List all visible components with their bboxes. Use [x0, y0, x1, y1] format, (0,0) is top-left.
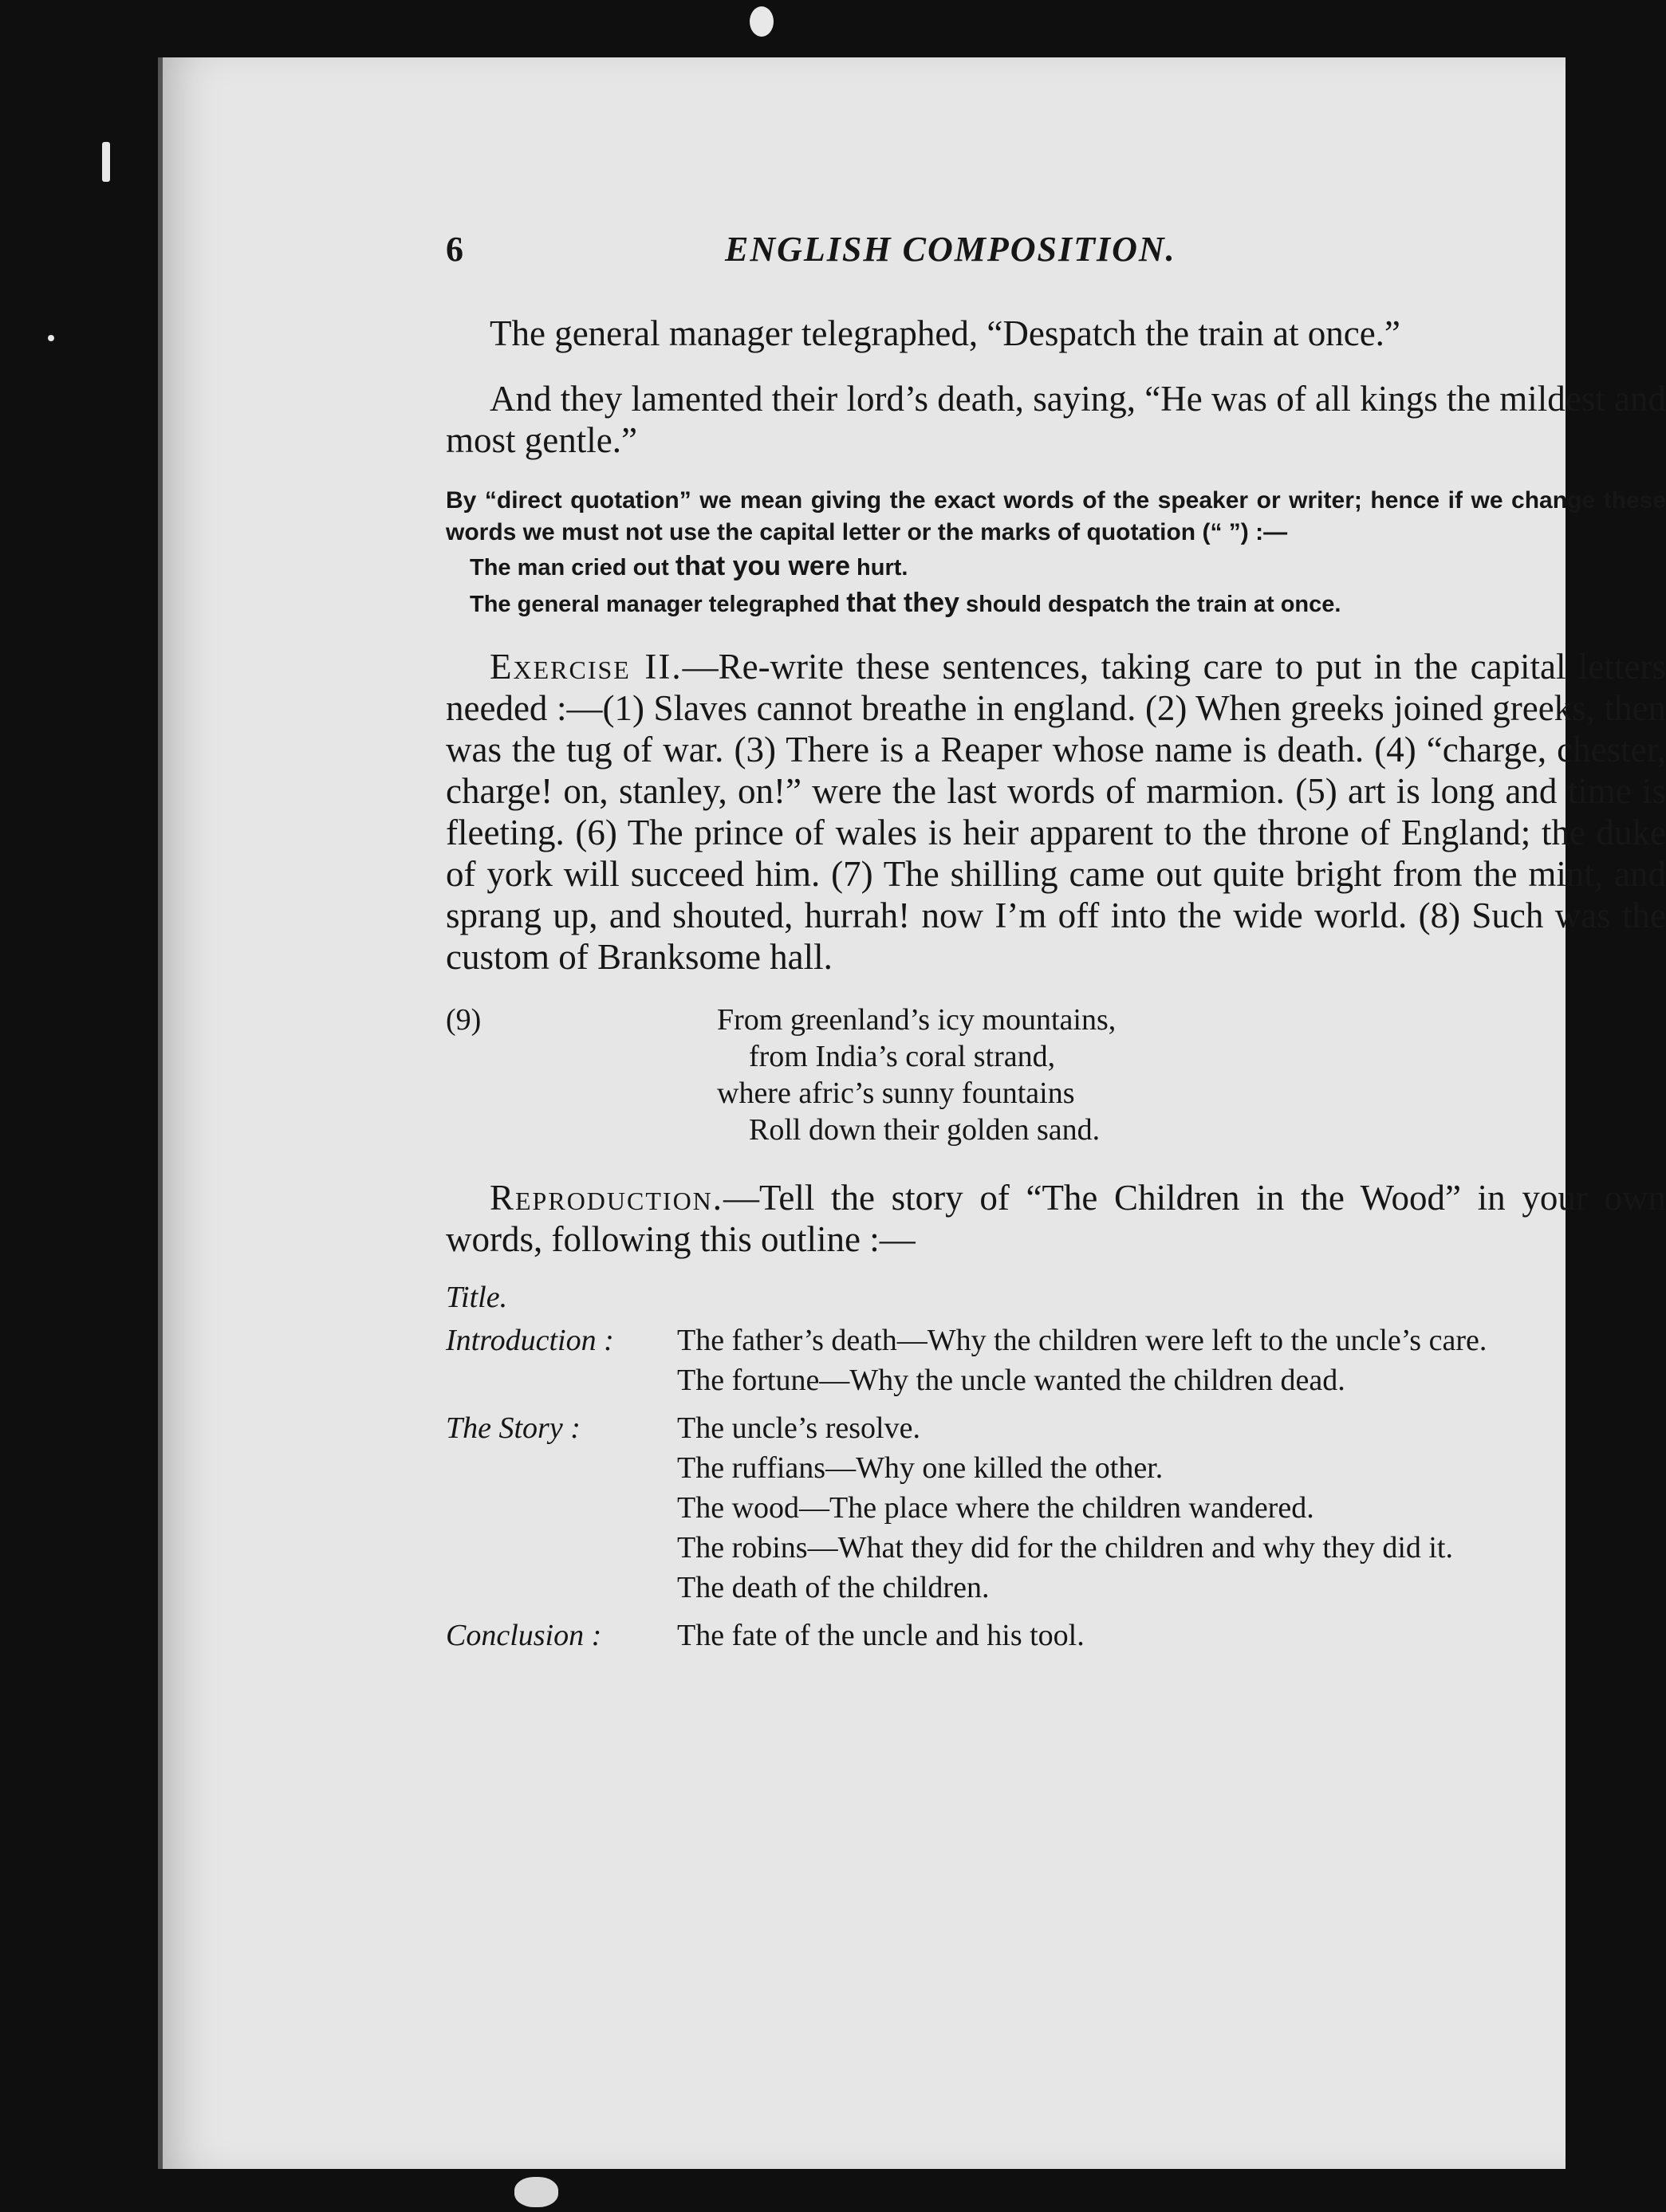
poem-block: [446, 1002, 1666, 1153]
exercise-label: Exercise II.: [490, 647, 683, 687]
poem-line: From greenland’s icy mountains,: [717, 1003, 1117, 1037]
outline-conclusion-label: Conclusion :: [446, 1619, 602, 1652]
indirect-example-2: [446, 585, 1666, 622]
outline-item: The uncle’s resolve.: [677, 1411, 920, 1445]
page-header: [446, 229, 1666, 277]
example-2-pre: The general manager telegraphed: [470, 592, 847, 617]
outline-title-row: [446, 1280, 1666, 1315]
running-title: ENGLISH COMPOSITION.: [725, 230, 1176, 269]
exercise-text: —Re-write these sentences, taking care to put in the capital letters needed :—(1) Slaves cannot breathe in england. (2) When greeks joined greeks, then was the tug of war. (3) There is a Reaper whose name is death. (4) “charge, chester, charge! on, stanley, on!” were the last words of marmion. (5) art is long and time is fleeting. (6) The prince of wales is heir apparent to the throne of England; the duke of york will succeed him. (7) The shilling came out quite bright from the mint, and sprang up, and shouted, hurrah! now I’m off into the wide world. (8) Such was the custom of Branksome hall.: [446, 647, 1666, 977]
outline-introduction-row: [446, 1323, 1666, 1403]
body-text: [446, 313, 1666, 1658]
scan-speck: [102, 142, 110, 182]
outline-title-label: Title.: [446, 1281, 508, 1314]
outline-conclusion-row: [446, 1618, 1666, 1658]
example-2-post: should despatch the train at once.: [959, 592, 1341, 617]
outline-item: The wood—The place where the children wandered.: [677, 1491, 1314, 1525]
page-number: 6: [446, 230, 463, 269]
story-outline: [446, 1280, 1666, 1658]
outline-item: The death of the children.: [677, 1571, 990, 1604]
scan-speck: [750, 6, 774, 37]
poem-line: where afric’s sunny fountains: [717, 1076, 1075, 1110]
exercise-paragraph: [446, 646, 1666, 978]
reproduction-text: —Tell the story of “The Children in the Wood” in your own words, following this outline :—: [446, 1178, 1666, 1259]
outline-story-label: The Story :: [446, 1411, 581, 1445]
example-1-post: hurt.: [850, 555, 908, 581]
outline-item: The ruffians—Why one killed the other.: [677, 1451, 1164, 1485]
outline-item: The fortune—Why the uncle wanted the children dead.: [677, 1364, 1345, 1397]
outline-item: The robins—What they did for the children and why they did it.: [677, 1531, 1453, 1565]
poem-number: (9): [446, 1003, 482, 1037]
outline-item: The fate of the uncle and his tool.: [677, 1619, 1085, 1652]
outline-story-row: [446, 1411, 1666, 1610]
outline-story-items: [677, 1411, 1666, 1610]
example-sentence-1: The general manager telegraphed, “Despatch the train at once.”: [490, 313, 1400, 353]
example-sentence-2: And they lamented their lord’s death, saying, “He was of all kings the mildest and most gentle.”: [446, 379, 1666, 460]
book-page: [158, 57, 1666, 2169]
outline-conclusion-items: [677, 1618, 1666, 1658]
poem-lines: [717, 1002, 1116, 1148]
poem-line: from India’s coral strand,: [749, 1040, 1056, 1073]
outline-introduction-label: Introduction :: [446, 1324, 614, 1357]
indirect-example-1: [446, 549, 1666, 585]
outline-introduction-items: [677, 1323, 1666, 1403]
scan-mark: [514, 2177, 558, 2207]
scan-speck: [48, 335, 54, 341]
example-1-pre: The man cried out: [470, 555, 675, 581]
poem-line: Roll down their golden sand.: [749, 1113, 1101, 1147]
reproduction-label: Reproduction.: [490, 1178, 724, 1218]
direct-quotation-note: By “direct quotation” we mean giving the exact words of the speaker or writer; hence if we change these words we must not use the capital letter or the marks of quotation (“ ”) :—: [446, 487, 1666, 545]
example-2-emphasis: that they: [846, 588, 959, 618]
outline-item: The father’s death—Why the children were left to the uncle’s care.: [677, 1324, 1487, 1357]
reproduction-paragraph: [446, 1177, 1666, 1260]
example-1-emphasis: that you were: [675, 551, 850, 581]
